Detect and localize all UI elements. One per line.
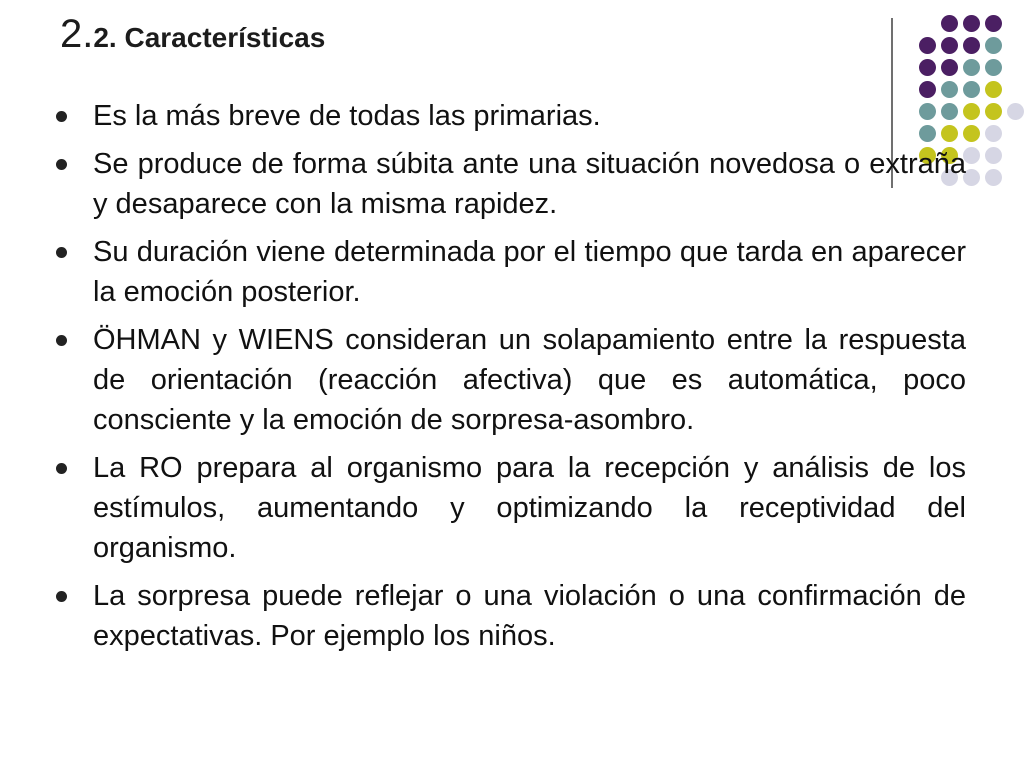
decorative-dot — [941, 15, 958, 32]
decorative-dot — [985, 125, 1002, 142]
decorative-dot — [963, 59, 980, 76]
bullet-marker — [56, 463, 67, 474]
decorative-dot — [919, 59, 936, 76]
decorative-dot — [985, 103, 1002, 120]
bullet-item — [56, 232, 966, 312]
bullet-item — [56, 144, 966, 224]
bullet-text: Su duración viene determinada por el tiempo que tarda en aparecer la emoción posterior. — [93, 236, 966, 308]
title-text: 2. Características — [93, 22, 326, 53]
decorative-dot — [985, 15, 1002, 32]
title-number-prefix: 2. — [60, 12, 94, 56]
decorative-dot — [941, 37, 958, 54]
slide-title — [60, 14, 325, 54]
bullet-list — [56, 96, 966, 664]
decorative-dot — [963, 15, 980, 32]
bullet-marker — [56, 111, 67, 122]
decorative-dot — [985, 81, 1002, 98]
decorative-dot — [985, 59, 1002, 76]
bullet-text: Es la más breve de todas las primarias. — [93, 100, 601, 132]
bullet-item — [56, 576, 966, 656]
decorative-dot — [963, 37, 980, 54]
bullet-item — [56, 96, 966, 136]
decorative-dot — [941, 59, 958, 76]
decorative-dot — [985, 147, 1002, 164]
bullet-marker — [56, 159, 67, 170]
bullet-text: La sorpresa puede reflejar o una violación o una confirmación de expectativas. Por ejemplo los niños. — [93, 580, 966, 652]
decorative-dot — [919, 37, 936, 54]
bullet-text: Se produce de forma súbita ante una situación novedosa o extraña y desaparece con la misma rapidez. — [93, 148, 966, 220]
bullet-marker — [56, 591, 67, 602]
decorative-dot — [985, 169, 1002, 186]
decorative-dot — [1007, 103, 1024, 120]
bullet-marker — [56, 335, 67, 346]
bullet-text: ÖHMAN y WIENS consideran un solapamiento entre la respuesta de orientación (reacción afectiva) que es automática, poco consciente y la emoción de sorpresa-asombro. — [93, 324, 966, 436]
bullet-marker — [56, 247, 67, 258]
bullet-text: La RO prepara al organismo para la recepción y análisis de los estímulos, aumentando y optimizando la receptividad del organismo. — [93, 452, 966, 564]
decorative-dot — [985, 37, 1002, 54]
bullet-item — [56, 320, 966, 440]
bullet-item — [56, 448, 966, 568]
